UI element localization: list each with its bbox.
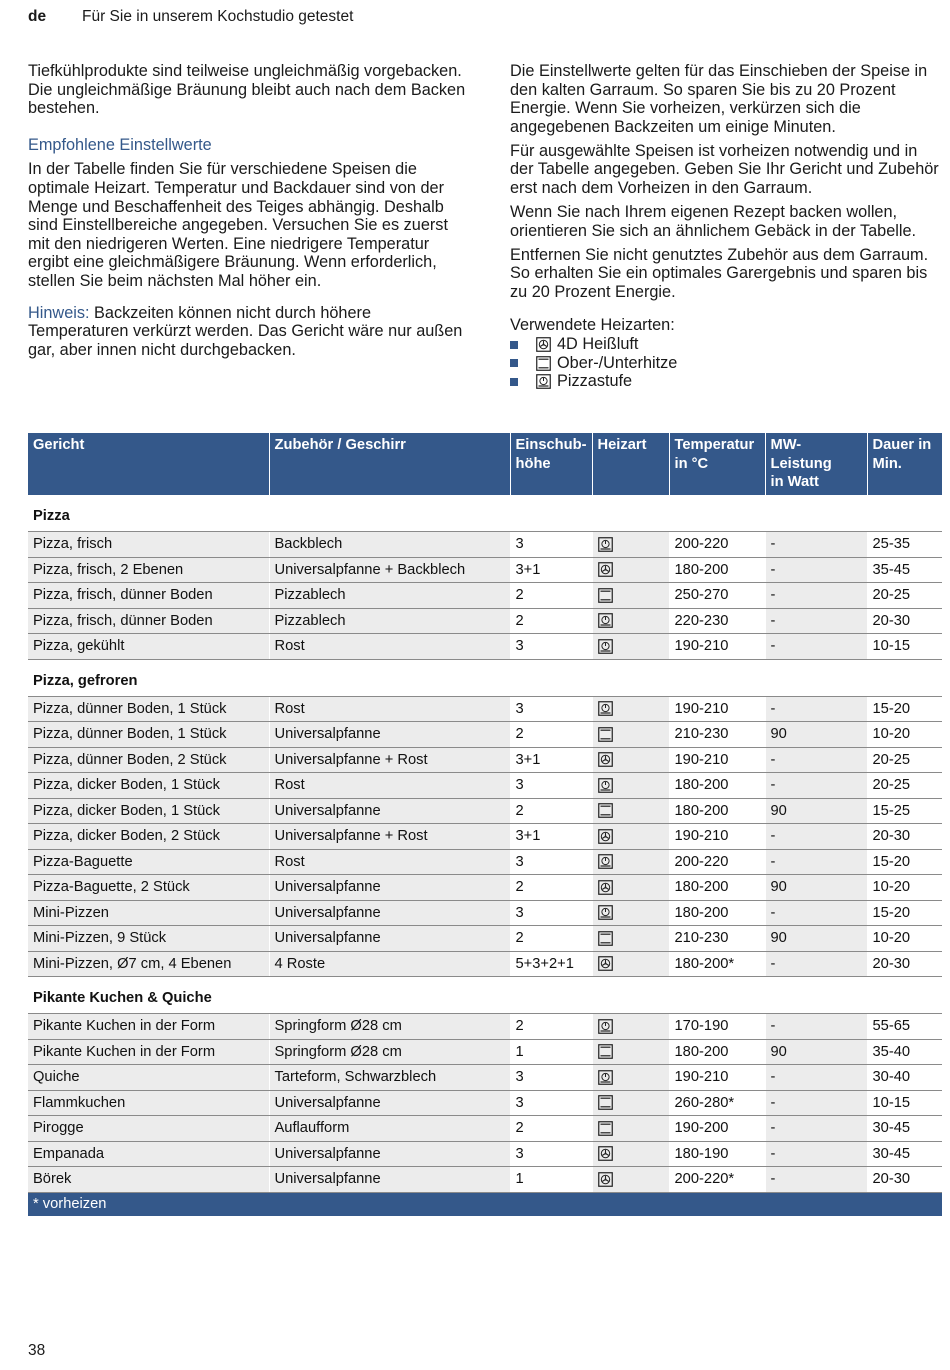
cell-dish: Pizza, dünner Boden, 1 Stück [28,722,269,748]
table-row [28,1039,942,1065]
top-bottom-heat-icon [598,1121,613,1136]
cell-accessory: Rost [269,634,510,660]
cell-level: 3 [510,773,592,799]
table-row [28,634,942,660]
cell-accessory: Auflaufform [269,1116,510,1142]
cell-mode [592,583,669,609]
cell-level: 3 [510,696,592,722]
heating-modes-list [510,335,942,391]
cell-level: 3 [510,1090,592,1116]
cell-duration: 20-25 [867,747,942,773]
cell-temperature: 190-210 [669,696,765,722]
cell-microwave: 90 [765,798,867,824]
cell-accessory: Rost [269,696,510,722]
cell-microwave: - [765,849,867,875]
cell-temperature: 180-200* [669,951,765,977]
cell-dish: Pizza, dünner Boden, 2 Stück [28,747,269,773]
chapter-title: Für Sie in unserem Kochstudio getestet [82,8,354,25]
section-title: Pikante Kuchen & Quiche [28,977,942,1014]
cell-microwave: - [765,773,867,799]
cell-microwave: - [765,1141,867,1167]
cell-microwave: - [765,1014,867,1040]
page-number: 38 [28,1342,46,1359]
cell-duration: 10-20 [867,722,942,748]
table-row [28,773,942,799]
mode-label: 4D Heißluft [557,335,639,354]
cell-accessory: Universalpfanne [269,900,510,926]
cell-accessory: Universalpfanne [269,798,510,824]
cell-microwave: - [765,1065,867,1091]
table-row [28,951,942,977]
section-heading: Empfohlene Einstellwerte [28,135,212,154]
cell-microwave: 90 [765,1039,867,1065]
cell-level: 2 [510,583,592,609]
cell-accessory: 4 Roste [269,951,510,977]
top-bottom-heat-icon [598,727,613,742]
column-header-temperature: Temperatur in °C [669,433,765,495]
cell-temperature: 180-200 [669,875,765,901]
cell-dish: Mini-Pizzen [28,900,269,926]
cell-level: 2 [510,1014,592,1040]
section-title: Pizza, gefroren [28,659,942,696]
table-row [28,849,942,875]
cell-temperature: 190-200 [669,1116,765,1142]
cell-microwave: - [765,747,867,773]
cell-accessory: Backblech [269,532,510,558]
table-row [28,583,942,609]
pizza-setting-icon [598,701,613,716]
cell-dish: Quiche [28,1065,269,1091]
cell-accessory: Universalpfanne [269,1090,510,1116]
bullet-square-icon [510,378,518,386]
fan-4d-icon [598,752,613,767]
fan-4d-icon [598,956,613,971]
cell-duration: 20-30 [867,951,942,977]
cell-temperature: 250-270 [669,583,765,609]
cell-mode [592,951,669,977]
cell-duration: 20-25 [867,773,942,799]
cell-temperature: 180-200 [669,798,765,824]
column-header-duration: Dauer in Min. [867,433,942,495]
column-header-dish: Gericht [28,433,269,495]
cell-temperature: 190-210 [669,1065,765,1091]
cell-temperature: 170-190 [669,1014,765,1040]
cell-level: 3 [510,900,592,926]
heating-modes-label: Verwendete Heizarten: [510,315,675,334]
cell-level: 2 [510,1116,592,1142]
cell-mode [592,747,669,773]
cell-mode [592,824,669,850]
cell-temperature: 180-200 [669,557,765,583]
cell-duration: 30-45 [867,1116,942,1142]
cell-mode [592,1065,669,1091]
cell-accessory: Springform Ø28 cm [269,1014,510,1040]
cell-temperature: 180-200 [669,773,765,799]
cold-oven-paragraph: Die Einstellwerte gelten für das Einschieben der Speise in den kalten Garraum. So sparen Sie bis zu 20 Prozent Energie. Wenn Sie vorheizen, verkürzen sich die angegebenen Backzeiten um einige Minuten. [510,62,928,136]
cell-microwave: - [765,951,867,977]
pizza-setting-icon [536,374,551,389]
cell-temperature: 210-230 [669,722,765,748]
cell-dish: Börek [28,1167,269,1193]
table-row [28,1167,942,1193]
fan-4d-icon [598,829,613,844]
table-body [28,495,942,1193]
cell-duration: 10-15 [867,1090,942,1116]
cell-microwave: - [765,1116,867,1142]
cell-mode [592,1039,669,1065]
cell-accessory: Tarteform, Schwarzblech [269,1065,510,1091]
cell-dish: Pizza-Baguette, 2 Stück [28,875,269,901]
cell-mode [592,1090,669,1116]
mode-label: Pizzastufe [557,372,633,391]
cell-level: 2 [510,875,592,901]
note-paragraph [28,304,468,360]
cell-mode [592,773,669,799]
table-row [28,926,942,952]
section-row [28,659,942,696]
cell-temperature: 220-230 [669,608,765,634]
cell-dish: Flammkuchen [28,1090,269,1116]
cell-accessory: Universalpfanne + Rost [269,747,510,773]
cell-dish: Pirogge [28,1116,269,1142]
cell-mode [592,875,669,901]
cell-accessory: Rost [269,849,510,875]
list-item [510,372,942,391]
cell-duration: 15-20 [867,900,942,926]
cell-level: 3 [510,849,592,875]
mode-label: Ober-/Unterhitze [557,353,678,372]
cell-duration: 20-30 [867,824,942,850]
cell-mode [592,1167,669,1193]
language-code: de [28,8,47,25]
table-row [28,722,942,748]
cell-accessory: Pizzablech [269,583,510,609]
cell-temperature: 200-220 [669,532,765,558]
cell-duration: 30-45 [867,1141,942,1167]
table-row [28,1090,942,1116]
cell-duration: 10-20 [867,875,942,901]
list-item [510,335,942,354]
table-row [28,696,942,722]
cell-level: 1 [510,1167,592,1193]
table-row [28,532,942,558]
column-header-mode: Heizart [592,433,669,495]
pizza-setting-icon [598,537,613,552]
cell-level: 2 [510,722,592,748]
cell-duration: 20-30 [867,608,942,634]
cell-dish: Pizza, dicker Boden, 1 Stück [28,798,269,824]
table-row [28,900,942,926]
cell-mode [592,634,669,660]
cell-mode [592,926,669,952]
cell-microwave: - [765,696,867,722]
top-bottom-heat-icon [598,803,613,818]
cell-level: 3+1 [510,557,592,583]
cell-mode [592,1116,669,1142]
cell-level: 1 [510,1039,592,1065]
fan-4d-icon [598,880,613,895]
own-recipe-paragraph: Wenn Sie nach Ihrem eigenen Rezept backen wollen, orientieren Sie sich an ähnlichem Gebäck in der Tabelle. [510,203,917,240]
cell-duration: 35-40 [867,1039,942,1065]
cell-dish: Pizza, frisch, dünner Boden [28,608,269,634]
cell-dish: Pikante Kuchen in der Form [28,1039,269,1065]
top-bottom-heat-icon [536,356,551,371]
pizza-setting-icon [598,778,613,793]
cell-accessory: Universalpfanne [269,926,510,952]
cell-temperature: 180-200 [669,900,765,926]
cell-duration: 25-35 [867,532,942,558]
note-text: Backzeiten können nicht durch höhere Temperaturen verkürzt werden. Das Gericht wäre nur außen gar, aber innen nicht durchgebacken. [28,303,463,359]
table-footnote-row [28,1192,942,1216]
cell-level: 2 [510,608,592,634]
cell-dish: Pizza, frisch [28,532,269,558]
section-row [28,977,942,1014]
table-header [28,433,942,495]
cell-microwave: - [765,1090,867,1116]
cell-duration: 15-25 [867,798,942,824]
cell-duration: 20-30 [867,1167,942,1193]
cell-microwave: - [765,634,867,660]
cell-dish: Pizza, dicker Boden, 1 Stück [28,773,269,799]
cell-accessory: Universalpfanne [269,1167,510,1193]
column-header-microwave: MW-Leistung in Watt [765,433,867,495]
cell-dish: Mini-Pizzen, Ø7 cm, 4 Ebenen [28,951,269,977]
cell-temperature: 200-220 [669,849,765,875]
footnote-text: * vorheizen [28,1192,942,1216]
list-item [510,354,942,373]
table-row [28,1065,942,1091]
fan-4d-icon [598,562,613,577]
cell-accessory: Springform Ø28 cm [269,1039,510,1065]
cell-duration: 35-45 [867,557,942,583]
cell-level: 3+1 [510,747,592,773]
cell-microwave: - [765,608,867,634]
cell-mode [592,557,669,583]
cell-accessory: Pizzablech [269,608,510,634]
top-bottom-heat-icon [598,931,613,946]
left-column [28,62,468,365]
cell-duration: 10-20 [867,926,942,952]
column-header-accessory: Zubehör / Geschirr [269,433,510,495]
pizza-setting-icon [598,854,613,869]
cell-duration: 20-25 [867,583,942,609]
cell-level: 3 [510,1065,592,1091]
cell-mode [592,900,669,926]
cell-microwave: - [765,1167,867,1193]
cell-microwave: - [765,824,867,850]
top-bottom-heat-icon [598,1044,613,1059]
baking-table [28,433,942,1216]
bullet-square-icon [510,341,518,349]
table-row [28,557,942,583]
pizza-setting-icon [598,1070,613,1085]
right-column [510,62,942,391]
table-row [28,608,942,634]
table-row [28,875,942,901]
cell-microwave: 90 [765,875,867,901]
cell-duration: 10-15 [867,634,942,660]
cell-dish: Mini-Pizzen, 9 Stück [28,926,269,952]
top-bottom-heat-icon [598,1095,613,1110]
table-row [28,1014,942,1040]
preheat-paragraph: Für ausgewählte Speisen ist vorheizen notwendig und in der Tabelle angegeben. Geben Sie Ihr Gericht und Zubehör erst nach dem Vorheizen in den Garraum. [510,141,939,198]
cell-dish: Pizza-Baguette [28,849,269,875]
cell-accessory: Universalpfanne [269,1141,510,1167]
top-bottom-heat-icon [598,588,613,603]
cell-accessory: Rost [269,773,510,799]
cell-microwave: - [765,900,867,926]
pizza-setting-icon [598,613,613,628]
cell-level: 5+3+2+1 [510,951,592,977]
accessory-paragraph: Entfernen Sie nicht genutztes Zubehör aus dem Garraum. So erhalten Sie ein optimales Garergebnis und sparen bis zu 20 Prozent Energie. [510,245,929,302]
cell-dish: Pikante Kuchen in der Form [28,1014,269,1040]
cell-dish: Pizza, dünner Boden, 1 Stück [28,696,269,722]
pizza-setting-icon [598,1019,613,1034]
cell-microwave: - [765,583,867,609]
cell-microwave: - [765,532,867,558]
cell-level: 3+1 [510,824,592,850]
cell-microwave: - [765,557,867,583]
cell-mode [592,532,669,558]
cell-accessory: Universalpfanne + Rost [269,824,510,850]
cell-duration: 55-65 [867,1014,942,1040]
cell-mode [592,722,669,748]
column-header-level: Einschub- höhe [510,433,592,495]
table-row [28,1116,942,1142]
cell-duration: 15-20 [867,849,942,875]
cell-accessory: Universalpfanne [269,722,510,748]
cell-mode [592,798,669,824]
settings-paragraph: In der Tabelle finden Sie für verschiedene Speisen die optimale Heizart. Temperatur und Backdauer sind von der Menge und Beschaffenheit des Teiges abhängig. Deshalb sind Einstellbereiche angegeben. Versuchen Sie es zuerst mit den niedrigeren Werten. Eine niedrigere Temperatur ergibt eine gleichmäßigere Bräunung. Wenn erforderlich, stellen Sie beim nächsten Mal höher ein. [28,160,448,290]
cell-temperature: 200-220* [669,1167,765,1193]
pizza-setting-icon [598,639,613,654]
cell-temperature: 190-210 [669,634,765,660]
cell-dish: Pizza, frisch, dünner Boden [28,583,269,609]
cell-temperature: 210-230 [669,926,765,952]
cell-mode [592,1141,669,1167]
cell-duration: 15-20 [867,696,942,722]
intro-paragraph: Tiefkühlprodukte sind teilweise ungleichmäßig vorgebacken. Die ungleichmäßige Bräunung bleibt auch nach dem Backen bestehen. [28,62,466,118]
cell-microwave: 90 [765,926,867,952]
cell-level: 2 [510,798,592,824]
table-row [28,798,942,824]
cell-duration: 30-40 [867,1065,942,1091]
cell-temperature: 190-210 [669,747,765,773]
bullet-square-icon [510,359,518,367]
cell-dish: Pizza, frisch, 2 Ebenen [28,557,269,583]
cell-mode [592,1014,669,1040]
section-row [28,495,942,532]
cell-dish: Empanada [28,1141,269,1167]
note-label: Hinweis: [28,303,90,322]
cell-temperature: 180-190 [669,1141,765,1167]
table-row [28,824,942,850]
fan-4d-icon [536,337,551,352]
cell-mode [592,696,669,722]
cell-microwave: 90 [765,722,867,748]
cell-level: 3 [510,1141,592,1167]
fan-4d-icon [598,1172,613,1187]
cell-dish: Pizza, gekühlt [28,634,269,660]
fan-4d-icon [598,1146,613,1161]
cell-mode [592,608,669,634]
cell-mode [592,849,669,875]
section-title: Pizza [28,495,942,532]
cell-temperature: 260-280* [669,1090,765,1116]
cell-level: 3 [510,532,592,558]
pizza-setting-icon [598,905,613,920]
cell-temperature: 180-200 [669,1039,765,1065]
cell-accessory: Universalpfanne [269,875,510,901]
table-row [28,1141,942,1167]
cell-temperature: 190-210 [669,824,765,850]
cell-dish: Pizza, dicker Boden, 2 Stück [28,824,269,850]
cell-accessory: Universalpfanne + Backblech [269,557,510,583]
cell-level: 2 [510,926,592,952]
cell-level: 3 [510,634,592,660]
table-row [28,747,942,773]
